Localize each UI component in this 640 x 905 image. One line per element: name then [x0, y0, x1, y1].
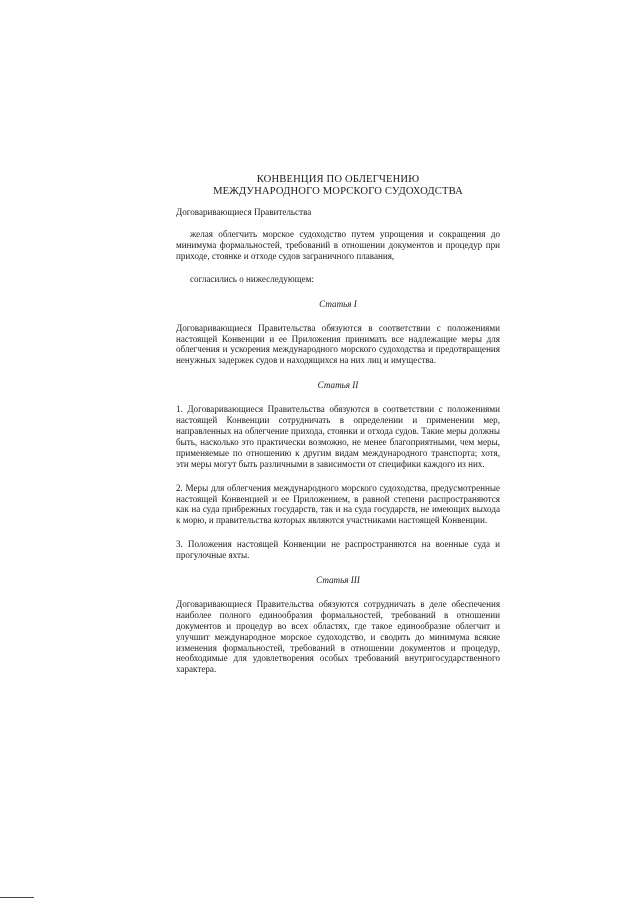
- article-2-heading: Статья II: [317, 380, 359, 391]
- article-1-paragraph: Договаривающиеся Правительства обязуются в соответствии с положениями настоящей Конвенции и ее Приложения принимать все надлежащие меры для облегчения и ускорения международного морского судоходства и предотвращения ненужных задержек судов и находящихся на них лиц и имущества.: [176, 322, 500, 366]
- document-title: [176, 174, 500, 197]
- document-body: [176, 174, 500, 675]
- parties-line: Договаривающиеся Правительства: [176, 207, 312, 218]
- article-1-heading: Статья I: [319, 298, 357, 309]
- article-3-heading: Статья III: [316, 575, 360, 586]
- article-2-paragraph-2: 2. Меры для облегчения международного морского судоходства, предусмотренные настоящей Конвенцией и ее Приложением, в равной степени распространяются как на суда прибрежных государств, так и на суда государств, не имеющих выхода к морю, и правительства которых являются участниками настоящей Конвенции.: [176, 482, 500, 526]
- agreed-line: согласились о нижеследующем:: [190, 273, 314, 284]
- title-line-1: КОНВЕНЦИЯ ПО ОБЛЕГЧЕНИЮ: [256, 174, 420, 185]
- article-2-paragraph-1: 1. Договаривающиеся Правительства обязуются в соответствии с положениями настоящей Конвенции сотрудничать в определении и применении мер, направленных на облегчение прихода, стоянки и отхода судов. Такие меры должны быть, насколько это практически возможно, не менее благоприятными, чем меры, применяемые по отношению к другим видам международного транспорта; хотя, эти меры могут быть различными в зависимости от специфики каждого из них.: [176, 404, 500, 469]
- preamble-paragraph: желая облегчить морское судоходство путем упрощения и сокращения до минимума формальностей, требований в отношении документов и процедур при приходе, стоянке и отходе судов заграничного плавания,: [176, 229, 500, 261]
- title-line-2: МЕЖДУНАРОДНОГО МОРСКОГО СУДОХОДСТВА: [213, 185, 463, 197]
- article-2-paragraph-3: 3. Положения настоящей Конвенции не распространяются на военные суда и прогулочные яхты.: [176, 539, 500, 561]
- article-3-paragraph: Договаривающиеся Правительства обязуются сотрудничать в деле обеспечения наиболее полного единообразия формальностей, требований в отношении документов и процедур во всех областях, где такое единообразие облегчит и улучшит международное морское судоходство, и сводить до минимума всякие изменения формальностей, требований в отношении документов и процедур, необходимые для удовлетворения особых требований внутригосударственного характера.: [176, 598, 500, 675]
- page-edge-line: [0, 897, 34, 898]
